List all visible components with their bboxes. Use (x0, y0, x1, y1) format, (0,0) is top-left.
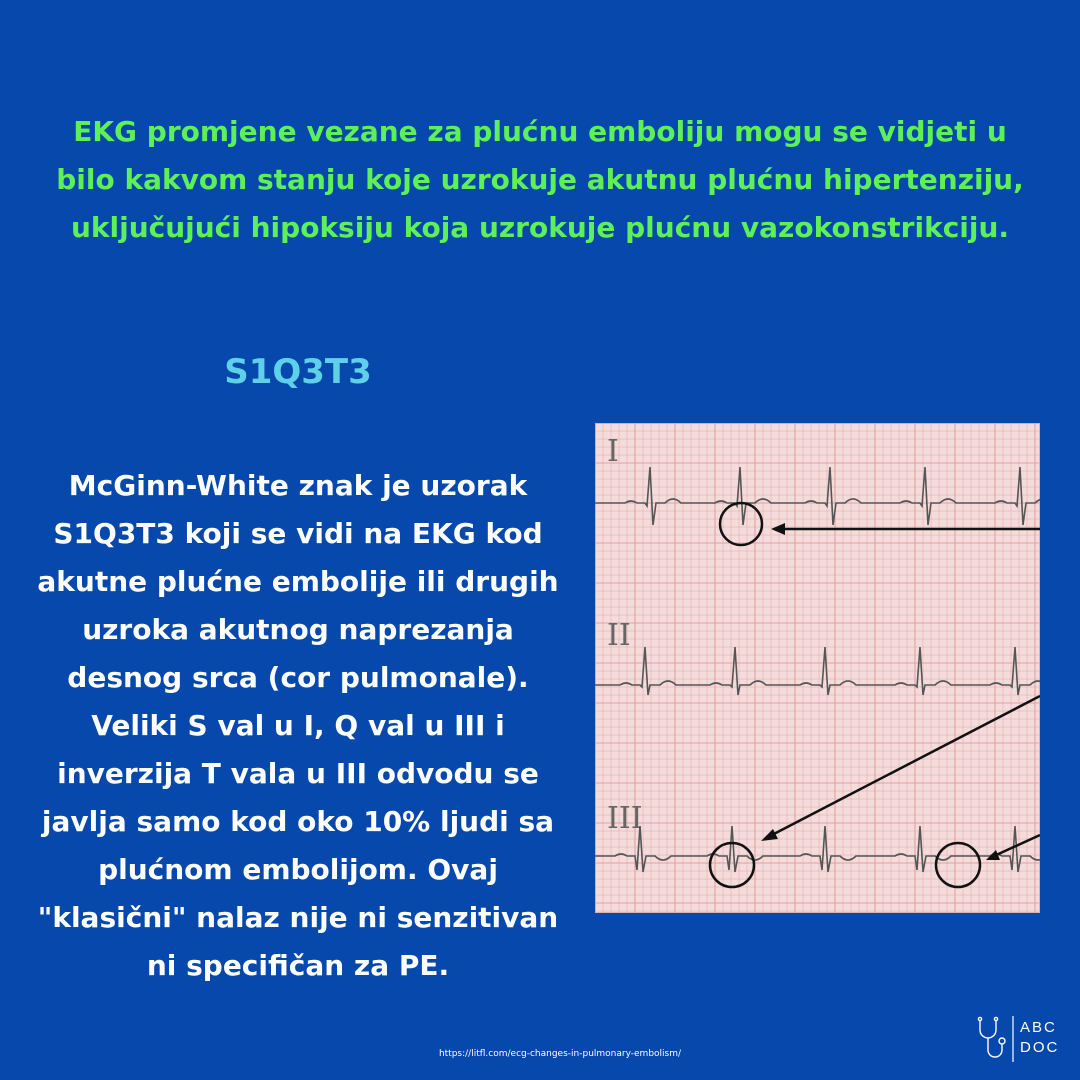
intro-text: EKG promjene vezane za plućnu emboliju mogu se vidjeti u bilo kakvom stanju koje uzrokuje akutnu plućnu hipertenziju, uključujući hipoksiju koja uzrokuje plućnu vazokonstrikciju. (56, 115, 1024, 244)
logo-text-doc: DOC (1020, 1039, 1060, 1056)
s-wave-circle (720, 503, 762, 545)
arrowhead-1 (771, 523, 785, 535)
abcdoc-logo (968, 1014, 1058, 1064)
ecg-trace-lead-i (595, 467, 1040, 525)
description-text: McGinn-White znak je uzorak S1Q3T3 koji se vidi na EKG kod akutne plućne embolije ili drugih uzroka akutnog naprezanja desnog srca (cor pulmonale). Veliki S val u I, Q val u III i inverzija T vala u III odvodu se javlja samo kod oko 10% ljudi sa plućnom embolijom. Ovaj "klasični" nalaz nije ni senzitivan ni specifičan za PE. (37, 469, 559, 982)
section-title: S1Q3T3 (224, 352, 372, 392)
lead-label-ii: II (607, 618, 631, 653)
logo-text-abc: ABC (1020, 1019, 1057, 1036)
q-wave-circle (710, 843, 754, 887)
lead-label-iii: III (607, 801, 643, 836)
t-wave-circle (936, 843, 980, 887)
ecg-image (595, 423, 1040, 913)
source-url[interactable]: https://litfl.com/ecg-changes-in-pulmonary-embolism/ (438, 1049, 682, 1059)
stethoscope-icon (968, 1014, 1018, 1064)
lead-label-i: I (607, 434, 619, 469)
ecg-strip (595, 423, 1040, 913)
